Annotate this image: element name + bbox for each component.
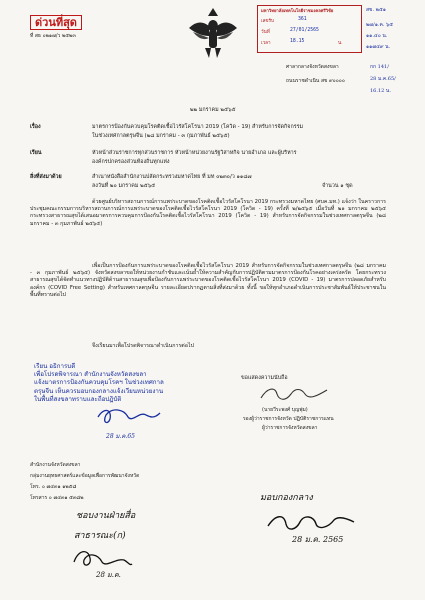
closing-text: ขอแสดงความนับถือ [241,375,288,381]
bottom-left-handwriting-2: สาธารณะ(ก) [74,531,126,541]
body-paragraph-3: จึงเรียนมาเพื่อโปรดพิจารณาดำเนินการต่อไป [92,343,194,349]
enclosure-quantity: จำนวน ๑ ชุด [322,183,353,189]
bottom-right-handwriting-line: มอบกองกลาง [260,493,313,503]
garuda-emblem [185,6,241,62]
handwritten-note-line-3: แจ้งมาตรการป้องกันควบคุมโรคฯ ในช่วงเทศกาล [34,379,164,387]
dept-code: สข. ๒๕๑ [366,7,386,13]
stamp-label-number: เลขรับ [261,19,274,24]
stamp-time-unit: น. [338,41,343,46]
signatory-position-1: รองผู้ว่าราชการจังหวัด ปฏิบัติราชการแทน [243,416,334,422]
enclosure-label: สิ่งที่ส่งมาด้วย [30,174,62,180]
recipient-line-2: องค์กรปกครองส่วนท้องถิ่นทุกแห่ง [92,159,170,165]
body-paragraph-1: ด้วยศูนย์บริหารสถานการณ์การแพร่ระบาดของโรคติดเชื้อไวรัสโคโรนา 2019 กระทรวงมหาดไทย (ศบค.มท.) แจ้งว่า ในคราวการประชุมคณะกรรมการบริหารสถานการณ์การแพร่ระบาดของโรคติดเชื้อไวรัสโคโรนา 2019 (โควิด - 19) ครั้งที่ ๒/๒๕๖๕ เมื่อวันที่ ๒๑ มกราคม ๒๕๖๕ กระทรวงสาธารณสุขได้เสนอมาตรการควบคุมการป้องกันโรคติดเชื้อไวรัสโคโรนา 2019 (โควิด - 19) สำหรับการจัดกิจกรรมในช่วงเทศกาลตรุษจีน (๒๘ มกราคม - ๓ กุมภาพันธ์ ๒๕๖๕) [30,199,386,227]
footer-line-3: โทร. ๐ ๗๔๓๑ ๑๒๕๘ [30,484,77,490]
official-signature [255,382,335,406]
bottom-right-handwriting-date: 28 ม.ค. 2565 [292,535,344,544]
handwritten-note-line-4: ตรุษจีน เห็นควรมอบกองกลางแจ้งเวียนหน่วยงาน [34,387,164,395]
footer-line-1: สำนักงานจังหวัดสงขลา [30,462,81,468]
subject-line-2: ในช่วงเทศกาลตรุษจีน (๒๘ มกราคม - ๓ กุมภาพันธ์ ๒๕๖๕) [92,133,230,139]
approval-signature [94,405,164,427]
body-paragraph-2: เพื่อเป็นการป้องกันการแพร่ระบาดของโรคติดเชื้อไวรัสโคโรนา 2019 สำหรับการจัดกิจกรรมในช่วงเทศกาลตรุษจีน (๒๘ มกราคม - ๓ กุมภาพันธ์ ๒๕๖๕) จังหวัดสงขลาขอให้หน่วยงานกำชับและเน้นย้ำให้ความสำคัญกับการปฏิบัติตามมาตรการป้องกันโรคอย่างเคร่งครัด โดยกระทรวงสาธารณสุขได้จัดทำแนวทางปฏิบัติด้านสาธารณสุขเพื่อป้องกันการแพร่ระบาดของโรคติดเชื้อไวรัสโคโรนา 2019 (COVID - 19) มาตรการปลอดภัยสำหรับองค์กร (COVID Free Setting) สำหรับเทศกาลตรุษจีน รายละเอียดปรากฏตามสิ่งที่ส่งมาด้วย ทั้งนี้ ขอให้ทุกอำเภอดำเนินการประชาสัมพันธ์ให้ประชาชนในพื้นที่ทราบต่อไป [30,263,386,298]
footer-line-2: กลุ่มงานยุทธศาสตร์และข้อมูลเพื่อการพัฒนาจังหวัด [30,473,140,479]
handwritten-note [34,363,164,404]
stamp-label-time: เวลา [261,41,271,46]
stamp-title: มหาวิทยาลัยเทคโนโลยีราชมงคลศรีวิชัย [261,8,334,13]
side-note-2: 28 ม.ค.65/ [370,76,396,82]
subject-line-1: มาตรการป้องกันควบคุมโรคติดเชื้อไวรัสโคโรนา 2019 (โควิด - 19) สำหรับการจัดกิจกรรม [92,124,304,130]
signatory-position-2: ผู้ว่าราชการจังหวัดสงขลา [262,425,318,431]
stamp-label-date: วันที่ [261,30,270,35]
received-stamp [257,5,362,53]
top-right-line-1: ๒๗/๑.ค. ๖๕ [366,22,393,28]
handwritten-note-date: 28 ม.ค.65 [106,433,135,440]
document-date: ๒๒ มกราคม ๒๕๖๕ [190,107,236,113]
urgency-label: ด่วนที่สุด [30,15,82,30]
handwritten-note-line-5: ในพื้นที่สงขลาทราบและถือปฏิบัติ [34,395,122,403]
handwritten-note-line-1: เรียน อธิการบดี [34,363,76,370]
issuer-line-1: ศาลากลางจังหวัดสงขลา [286,64,339,70]
bottom-left-handwriting-3: 28 ม.ค. [96,571,121,579]
stamp-date: 27/01/2565 [290,28,319,33]
top-right-line-3: ๑๑๗๔๙ น. [366,44,391,50]
enclosure-line-2: ลงวันที่ ๒๐ มกราคม ๒๕๖๕ [92,183,156,189]
issuer-line-2: ถนนราชดำเนิน สข ๙๐๐๐๐ [286,78,345,84]
document-number: ที่ สธ ๐๒๑๗/ว ๒๕๒๓ [30,33,76,39]
subject-label: เรื่อง [30,124,41,130]
handwritten-note-line-2: เพื่อโปรดพิจารณา สำนักงานจังหวัดสงขลา [34,371,147,379]
side-note-1: กก 141/ [370,64,389,70]
recipient-line-1: หัวหน้าส่วนราชการทุกส่วนราชการ หัวหน้าหน่วยงานรัฐวิสาหกิจ นายอำเภอ และผู้บริหาร [92,150,297,156]
enclosure-line-1: สำเนาหนังสือสำนักงานปลัดกระทรวงมหาดไทย ที่ มท ๐๒๓๐/ว ๑๑๘๗ [92,174,252,180]
bottom-left-handwriting-1: ชอบงานฝ่ายสื่อ [76,511,136,521]
top-right-line-2: ๑๑.๔๐ น. [366,33,388,39]
stamp-time: 18.15 [290,39,305,44]
footer-line-4: โทรสาร ๐ ๗๔๓๑ ๕๓๘๒ [30,495,84,501]
recipient-label: เรียน [30,150,42,156]
signatory-name: (นายวีระพงศ์ บุญพุ่ม) [262,407,308,413]
side-note-3: 16.12 น. [370,88,391,94]
stamp-number: 361 [298,17,307,22]
